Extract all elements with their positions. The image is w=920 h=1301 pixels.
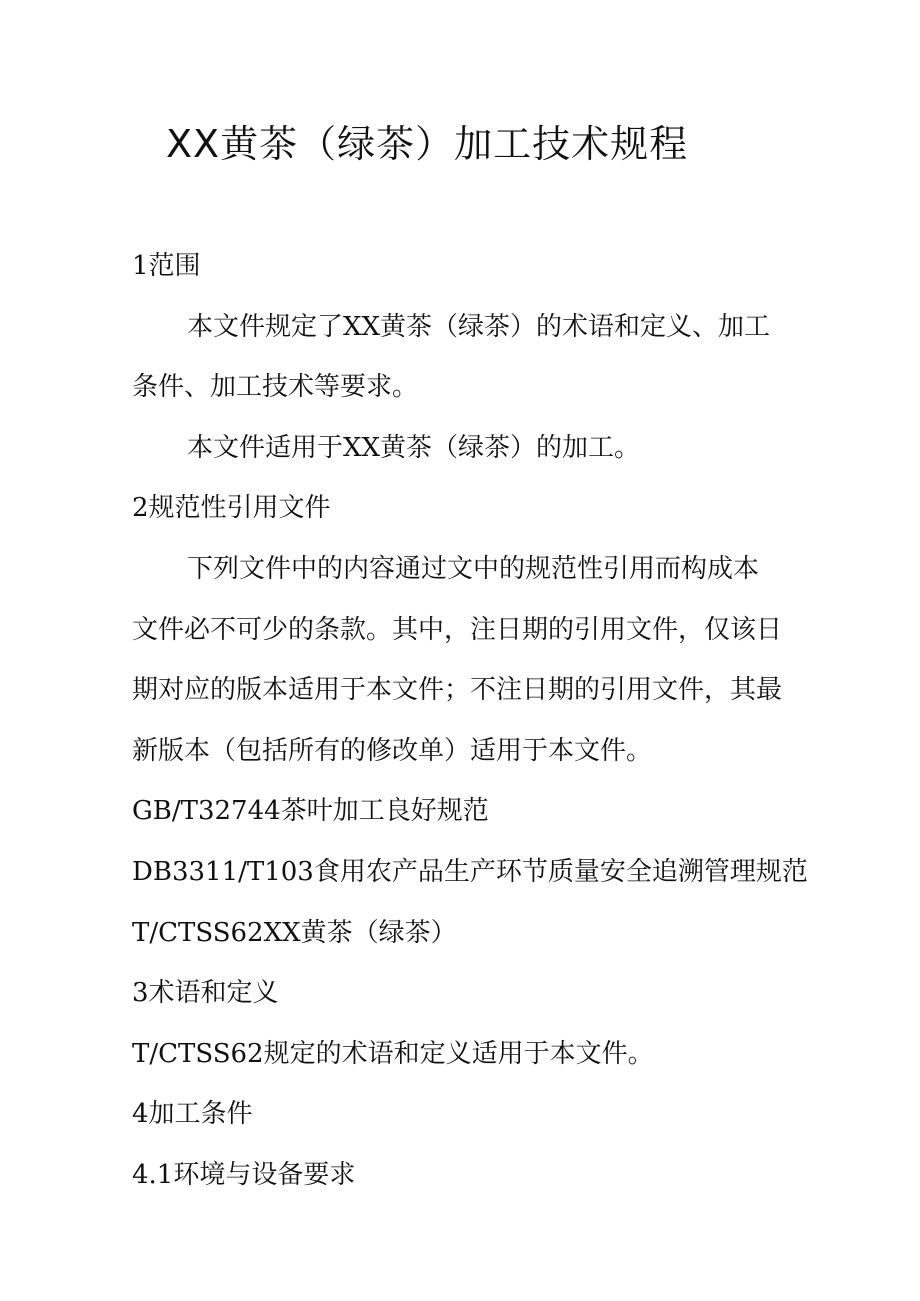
- document-line: GB/T32744茶叶加工良好规范: [132, 796, 489, 827]
- document-title: XX黄茶（绿茶）加工技术规程: [166, 122, 689, 166]
- document-line: 期对应的版本适用于本文件；不注日期的引用文件，其最: [132, 675, 783, 706]
- document-line: 4加工条件: [132, 1099, 253, 1130]
- document-line: DB3311/T103食用农产品生产环节质量安全追溯管理规范: [132, 856, 808, 887]
- document-line: 文件必不可少的条款。其中，注日期的引用文件，仅该日: [132, 614, 783, 645]
- document-line: 本文件适用于XX黄茶（绿茶）的加工。: [187, 432, 641, 463]
- document-body: [132, 236, 808, 1206]
- document-line: T/CTSS62XX黄茶（绿茶）: [132, 917, 457, 948]
- document-line: 新版本（包括所有的修改单）适用于本文件。: [132, 735, 653, 766]
- document-line: 条件、加工技术等要求。: [132, 372, 419, 403]
- document-line: 4.1环境与设备要求: [132, 1159, 356, 1190]
- document-line: 本文件规定了XX黄茶（绿茶）的术语和定义、加工: [187, 311, 771, 342]
- document-line: 3术语和定义: [132, 978, 279, 1009]
- document-line: 1范围: [132, 251, 201, 281]
- document-line: 下列文件中的内容通过文中的规范性引用而构成本: [187, 553, 760, 584]
- document-line: 2规范性引用文件: [132, 493, 331, 524]
- document-line: T/CTSS62规定的术语和定义适用于本文件。: [132, 1038, 654, 1069]
